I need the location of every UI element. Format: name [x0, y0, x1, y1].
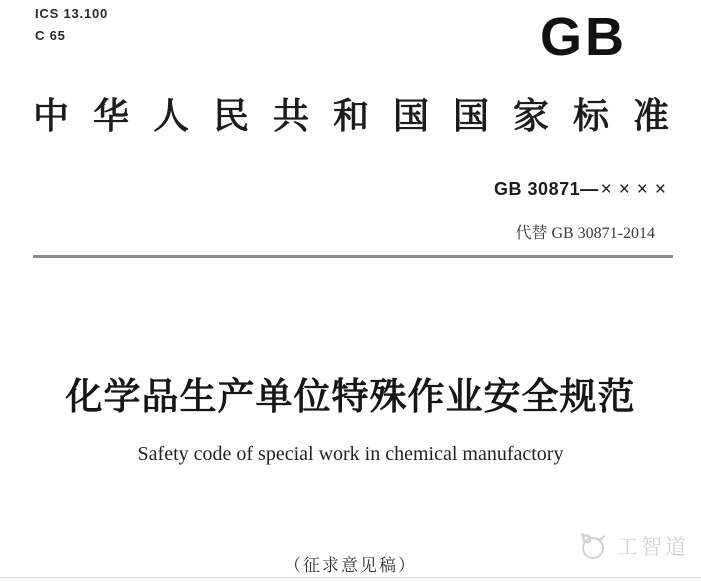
watermark-text: 工智道: [617, 536, 689, 559]
standard-title-zh: 化学品生产单位特殊作业安全规范: [65, 376, 636, 417]
standard-number: [494, 179, 673, 201]
draft-stage-note: （征求意见稿）: [284, 556, 417, 575]
cat-face-logo-icon: [578, 531, 610, 561]
standard-number-prefix: GB 30871—: [494, 179, 599, 199]
standard-title-en: Safety code of special work in chemical manufactory: [137, 443, 564, 465]
standard-number-placeholder: ××××: [600, 179, 673, 200]
replaces-note: 代替 GB 30871-2014: [515, 225, 655, 242]
header-divider: [33, 255, 673, 258]
ics-code: ICS 13.100: [35, 6, 109, 21]
bottom-hairline: [0, 577, 701, 578]
standard-number-block: [494, 179, 673, 243]
gb-logo: GB: [540, 7, 627, 67]
national-standard-heading: 中华人民共和国国家标准: [33, 95, 694, 136]
watermark: [578, 531, 689, 561]
classification-code: C 65: [35, 28, 66, 43]
